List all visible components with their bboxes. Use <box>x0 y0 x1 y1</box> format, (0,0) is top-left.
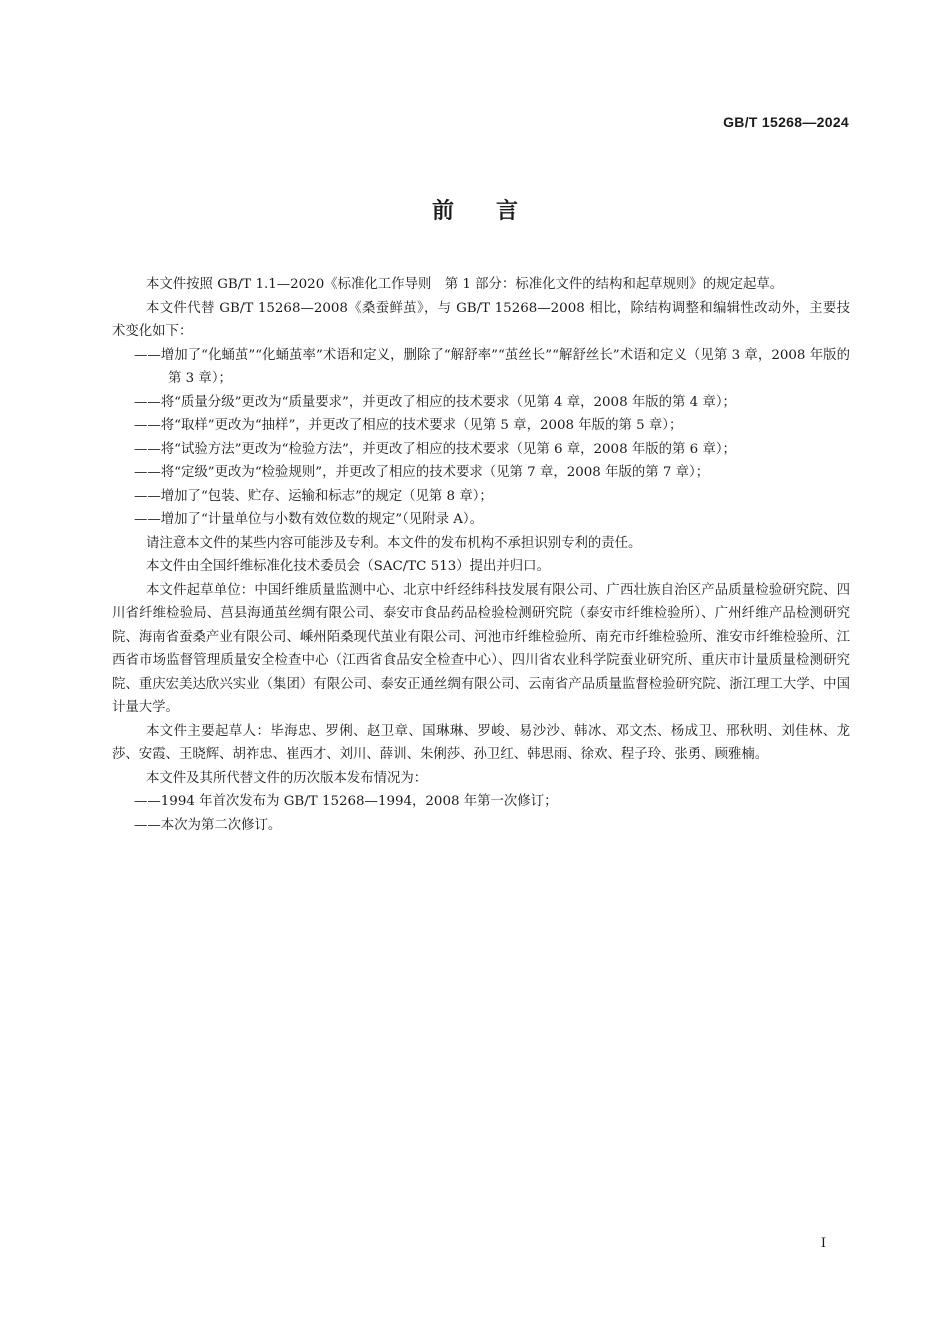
paragraph-patent-notice: 请注意本文件的某些内容可能涉及专利。本文件的发布机构不承担识别专利的责任。 <box>146 535 642 551</box>
change-item: ——增加了“包装、贮存、运输和标志”的规定（见第 8 章）； <box>134 488 493 504</box>
paragraph-drafting-rules: 本文件按照 GB/T 1.1—2020《标准化工作导则 第 1 部分：标准化文件的结构和起草规则》的规定起草。 <box>146 277 784 292</box>
change-item: ——将“定级”更改为“检验规则”，并更改了相应的技术要求（见第 7 章，2008 年版的第 7 章）； <box>134 465 710 480</box>
standard-code: GB/T 15268—2024 <box>723 114 849 130</box>
history-item: ——本次为第二次修订。 <box>134 817 282 833</box>
paragraph-replaces: 本文件代替 GB/T 15268—2008《桑蚕鲜茧》，与 GB/T 15268—2008 相比，除结构调整和编辑性改动外，主要技术变化如下： <box>112 300 850 339</box>
history-item: ——1994 年首次发布为 GB/T 15268—1994，2008 年第一次修订； <box>134 794 558 809</box>
paragraph-proposed-by: 本文件由全国纤维标准化技术委员会（SAC/TC 513）提出并归口。 <box>146 559 550 574</box>
change-item: ——增加了“化蛹茧”“化蛹茧率”术语和定义，删除了“解舒率”“茧丝长”“解舒丝长”术语和定义（见第 3 章，2008 年版的第 3 章）； <box>134 347 850 386</box>
change-item: ——将“取样”更改为“抽样”，并更改了相应的技术要求（见第 5 章，2008 年版的第 5 章）； <box>134 418 683 433</box>
change-item: ——增加了“计量单位与小数有效位数的规定”（见附录 A）。 <box>134 512 483 527</box>
paragraph-drafting-units: 本文件起草单位：中国纤维质量监测中心、北京中纤经纬科技发展有限公司、广西壮族自治区产品质量检验研究院、四川省纤维检验局、莒县海通茧丝绸有限公司、泰安市食品药品检验检测研究院（泰安市纤维检验所）、广州纤维产品检测研究院、海南省蚕桑产业有限公司、嵊州陌桑现代茧业有限公司、河池市纤维检验所、南充市纤维检验所、淮安市纤维检验所、江西省市场监督管理质量安全检查中心（江西省食品安全检查中心）、四川省农业科学院蚕业研究所、重庆市计量质量检测研究院、重庆宏美达欣兴实业（集团）有限公司、泰安正通丝绸有限公司、云南省产品质量监督检验研究院、浙江理工大学、中国计量大学。 <box>112 582 850 715</box>
paragraph-drafters: 本文件主要起草人：毕海忠、罗俐、赵卫章、国琳琳、罗峻、易沙沙、韩冰、邓文杰、杨成卫、邢秋明、刘佳林、龙莎、安霞、王晓辉、胡祚忠、崔西才、刘川、薛训、朱俐莎、孙卫红、韩思雨、徐欢、程子玲、张勇、顾雅楠。 <box>112 723 850 762</box>
foreword-body <box>112 273 850 837</box>
paragraph-version-history: 本文件及其所代替文件的历次版本发布情况为： <box>146 770 428 786</box>
change-item: ——将“试验方法”更改为“检验方法”，并更改了相应的技术要求（见第 6 章，2008 年版的第 6 章）； <box>134 441 736 457</box>
page-number: I <box>820 1236 826 1251</box>
page-title: 前言 <box>431 199 560 224</box>
change-item: ——将“质量分级”更改为“质量要求”，并更改了相应的技术要求（见第 4 章，2008 年版的第 4 章）； <box>134 394 736 410</box>
